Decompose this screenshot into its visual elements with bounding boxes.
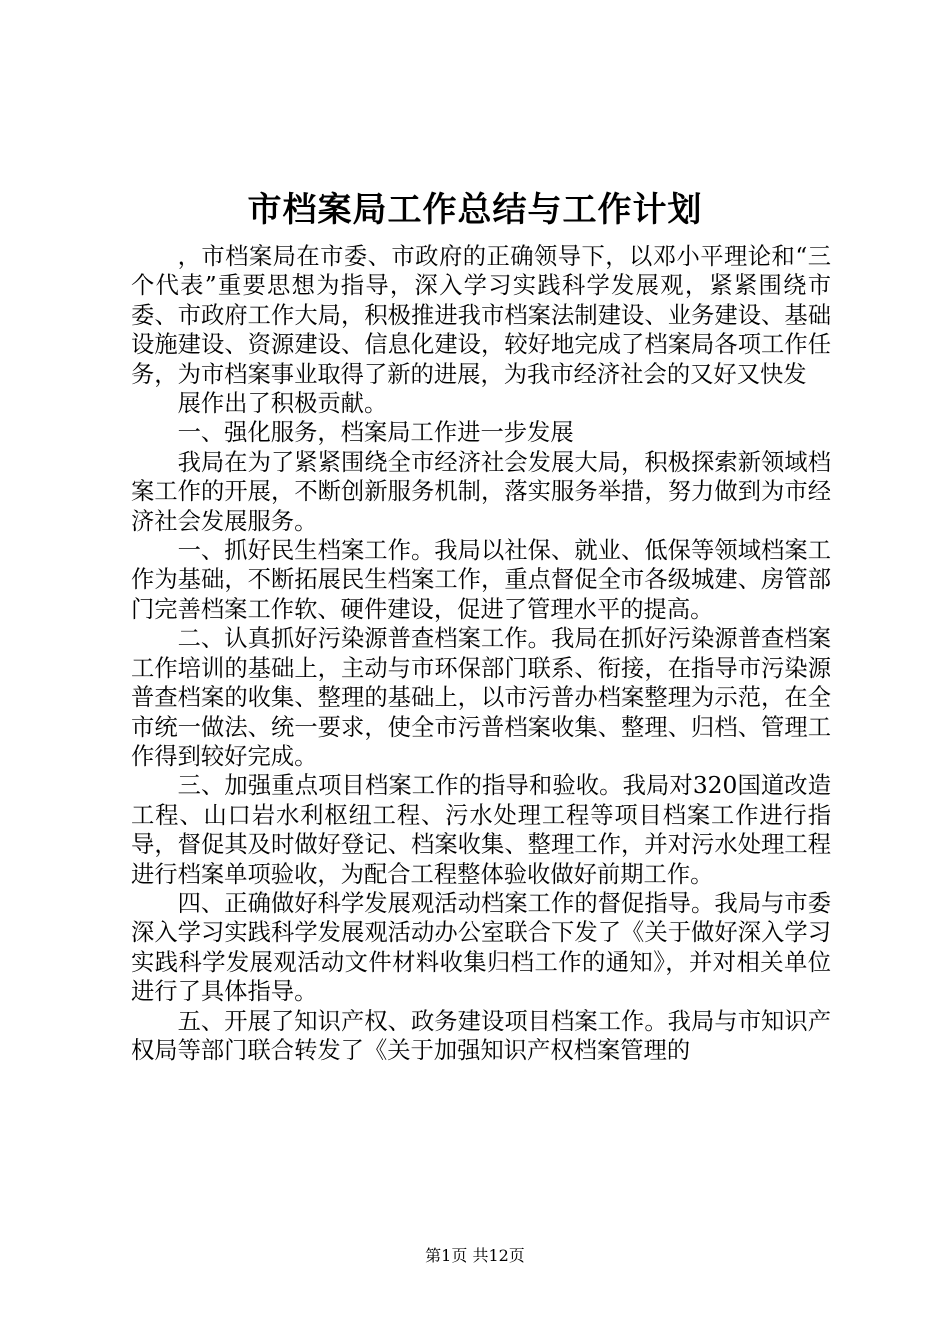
paragraph-section-1-intro: 我局在为了紧紧围绕全市经济社会发展大局，积极探索新领域档案工作的开展，不断创新服务机制，落实服务举措，努力做到为市经济社会发展服务。 bbox=[131, 448, 831, 535]
paragraph-item-5: 五、开展了知识产权、政务建设项目档案工作。我局与市知识产权局等部门联合转发了《关于加强知识产权档案管理的 bbox=[131, 1007, 831, 1064]
paragraph-intro: ，市档案局在市委、市政府的正确领导下，以邓小平理论和“三个代表”重要思想为指导，深入学习实践科学发展观，紧紧围绕市委、市政府工作大局，积极推进我市档案法制建设、业务建设、基础设施建设、资源建设、信息化建设，较好地完成了档案局各项工作任务，为市档案事业取得了新的进展，为我市经济社会的又好又快发 bbox=[131, 243, 831, 388]
paragraph-item-1: 一、抓好民生档案工作。我局以社保、就业、低保等领域档案工作为基础，不断拓展民生档案工作，重点督促全市各级城建、房管部门完善档案工作软、硬件建设，促进了管理水平的提高。 bbox=[131, 537, 831, 623]
paragraph-item-4: 四、正确做好科学发展观活动档案工作的督促指导。我局与市委深入学习实践科学发展观活动办公室联合下发了《关于做好深入学习实践科学发展观活动文件材料收集归档工作的通知》，并对相关单位进行了具体指导。 bbox=[131, 889, 831, 1006]
paragraph-intro-continued: 展作出了积极贡献。 bbox=[177, 390, 388, 418]
page-title: 市档案局工作总结与工作计划 bbox=[247, 190, 703, 230]
section-heading-1: 一、强化服务，档案局工作进一步发展 bbox=[177, 419, 574, 447]
paragraph-item-2: 二、认真抓好污染源普查档案工作。我局在抓好污染源普查档案工作培训的基础上，主动与市环保部门联系、衔接，在指导市污染源普查档案的收集、整理的基础上，以市污普办档案整理为示范，在全市统一做法、统一要求，使全市污普档案收集、整理、归档、管理工作得到较好完成。 bbox=[131, 625, 831, 770]
page-footer: 第1页 共12页 bbox=[425, 1246, 525, 1265]
paragraph-item-3: 三、加强重点项目档案工作的指导和验收。我局对320国道改造工程、山口岩水利枢纽工程、污水处理工程等项目档案工作进行指导，督促其及时做好登记、档案收集、整理工作，并对污水处理工程进行档案单项验收，为配合工程整体验收做好前期工作。 bbox=[131, 772, 831, 888]
document-body bbox=[131, 242, 831, 1065]
